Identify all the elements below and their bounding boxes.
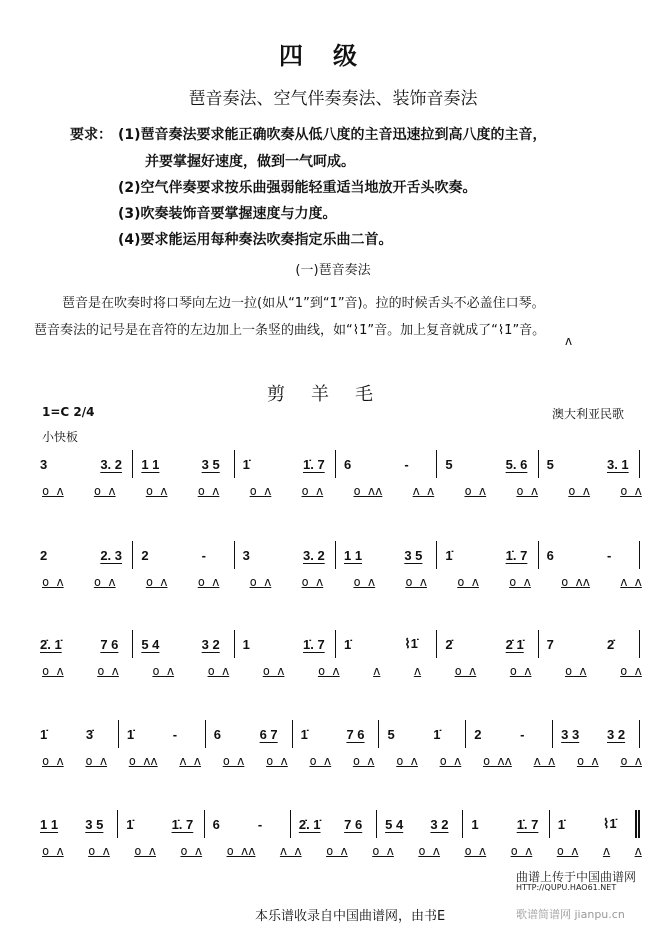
note-beat: 3 5: [201, 456, 220, 472]
articulation-mark: o ʌ: [576, 754, 599, 768]
articulation-mark: o ʌ: [42, 664, 64, 678]
note-beat: -: [404, 456, 409, 472]
articulation-mark: o ʌ: [180, 844, 203, 858]
note-beat: 3: [40, 456, 48, 472]
articulation-mark: o ʌ: [222, 754, 245, 768]
measure: [206, 720, 293, 748]
articulation-mark: o ʌ: [509, 575, 531, 589]
note-beat: 2. 3: [100, 547, 123, 563]
requirement-3: (3)吹奏装饰音要掌握速度与力度。: [118, 206, 337, 222]
articulation-mark: o ʌ: [353, 575, 376, 589]
note-beat: -: [201, 547, 206, 563]
articulation-mark: o ʌʌ: [353, 484, 383, 498]
articulation-mark: o ʌ: [509, 664, 532, 678]
articulation-mark: o ʌ: [262, 664, 285, 678]
watermark-jianpu: 歌谱简谱网 jianpu.cn: [516, 908, 625, 921]
note-beat: 1 1: [343, 547, 363, 563]
articulation-mark: o ʌ: [42, 484, 64, 498]
articulation-mark: o ʌ: [309, 754, 332, 768]
articulation-mark: o ʌʌ: [561, 575, 590, 589]
note-beat: 2̇: [445, 636, 453, 652]
measure: [336, 541, 437, 569]
note-beat: 3. 2: [100, 456, 123, 472]
note-beat: -: [257, 816, 263, 832]
articulation-mark: ʌ ʌ: [412, 484, 435, 498]
note-beat: 5 4: [141, 636, 160, 652]
articulation-mark: o ʌ: [564, 664, 587, 678]
paragraph-line-1: 琶音是在吹奏时将口琴向左边一拉(如从“1”到“1̇”音)。拉的时候舌头不必盖住口琴。: [62, 296, 545, 311]
articulation-mark: o ʌ: [464, 844, 487, 858]
measure: [377, 810, 463, 838]
note-beat: 1: [471, 816, 479, 832]
measure: [235, 450, 336, 478]
articulation-mark: o ʌ: [396, 754, 418, 768]
note-beat: 3. 1: [606, 456, 629, 472]
note-beat: 3 3: [561, 726, 580, 742]
note-beat: 3 2: [607, 726, 626, 742]
requirement-2: (2)空气伴奏要求按乐曲强弱能轻重适当地放开舌头吹奏。: [118, 180, 477, 196]
measure: [553, 720, 640, 748]
measure: [119, 720, 206, 748]
section-heading: (一)琶音奏法: [295, 263, 371, 278]
articulation-mark: o ʌ: [620, 754, 642, 768]
note-beat: 1 1: [141, 456, 160, 472]
articulation-mark: o ʌ: [568, 484, 590, 498]
note-beat: 3 5: [85, 816, 104, 832]
key-signature: 1=C 2/4: [42, 405, 95, 419]
measure: [379, 720, 466, 748]
note-beat: 6: [213, 726, 221, 742]
note-beat: 2: [141, 547, 149, 563]
articulation-mark: ʌ ʌ: [279, 844, 302, 858]
subtitle: 琶音奏法、空气伴奏奏法、装饰音奏法: [188, 89, 478, 109]
staff-row: [40, 630, 640, 658]
articulation-mark: o ʌ: [207, 664, 230, 678]
note-beat: 6: [343, 456, 352, 472]
articulation-row: [42, 754, 642, 768]
articulation-mark: ʌ ʌ: [620, 575, 642, 589]
source-note: 本乐谱收录自中国曲谱网，由书E: [255, 909, 446, 924]
accent-mark: ʌ: [565, 334, 573, 348]
measure: [539, 450, 640, 478]
note-beat: -: [520, 726, 525, 742]
articulation-mark: o ʌ: [42, 754, 64, 768]
articulation-mark: o ʌ: [439, 754, 462, 768]
articulation-mark: o ʌ: [405, 575, 428, 589]
note-beat: 7 6: [100, 636, 119, 652]
composer: 澳大利亚民歌: [551, 407, 624, 421]
articulation-mark: o ʌ: [85, 754, 108, 768]
articulation-mark: o ʌ: [88, 844, 110, 858]
note-beat: 2: [474, 726, 482, 742]
measure: [550, 810, 640, 838]
articulation-mark: o ʌ: [93, 484, 116, 498]
articulation-mark: o ʌ: [326, 844, 348, 858]
note-beat: 1̇: [433, 726, 441, 742]
note-beat: 7 6: [346, 726, 365, 742]
measure: [40, 450, 133, 478]
measure: [133, 450, 234, 478]
articulation-mark: o ʌ: [145, 484, 168, 498]
note-beat: 3: [242, 547, 250, 563]
note-beat: 2̇: [606, 636, 615, 652]
measure: [235, 541, 336, 569]
staff-row: [40, 810, 640, 838]
note-beat: 5 4: [385, 816, 404, 832]
measure: [205, 810, 291, 838]
articulation-mark: o ʌ: [620, 484, 642, 498]
requirements-label: 要求：: [70, 127, 112, 143]
staff-row: [40, 720, 640, 748]
articulation-mark: o ʌ: [145, 575, 168, 589]
measure: [235, 630, 336, 658]
note-beat: ⌇1̇: [404, 636, 418, 651]
note-beat: -: [606, 547, 612, 563]
articulation-mark: ʌ: [413, 664, 422, 678]
watermark-qupu: 曲谱上传于中国曲谱网: [516, 870, 637, 884]
note-beat: 3̇: [85, 726, 94, 742]
note-beat: 6 7: [259, 726, 278, 742]
articulation-mark: o ʌ: [620, 664, 642, 678]
articulation-mark: o ʌʌ: [226, 844, 256, 858]
note-beat: 3. 2: [302, 547, 325, 563]
note-beat: 1̇. 7: [302, 456, 325, 472]
articulation-row: [42, 484, 642, 498]
note-beat: 2̇ 1̇: [505, 636, 524, 652]
note-beat: 7: [546, 636, 554, 652]
measure: [40, 541, 133, 569]
measure: [437, 541, 538, 569]
articulation-mark: o ʌ: [97, 664, 119, 678]
note-beat: 1̇: [126, 726, 135, 742]
measure: [291, 810, 377, 838]
articulation-mark: o ʌ: [152, 664, 175, 678]
measure: [437, 450, 538, 478]
articulation-mark: o ʌ: [249, 575, 272, 589]
watermark-qupu-url: HTTP://QUPU.HAO61.NET: [516, 883, 617, 892]
level-title: 四级: [279, 42, 387, 70]
note-beat: 1̇: [445, 547, 453, 563]
articulation-mark: o ʌ: [418, 844, 441, 858]
note-beat: 5: [387, 726, 395, 742]
note-beat: 1̇: [242, 456, 250, 472]
articulation-mark: o ʌ: [516, 484, 539, 498]
note-beat: 1̇. 7: [505, 547, 528, 563]
measure: [539, 541, 640, 569]
articulation-mark: o ʌ: [42, 575, 64, 589]
note-beat: 1̇. 7: [302, 636, 325, 652]
articulation-mark: o ʌ: [457, 575, 479, 589]
articulation-mark: o ʌ: [42, 844, 64, 858]
note-beat: 5. 6: [505, 456, 528, 472]
note-beat: 5: [546, 456, 554, 472]
articulation-mark: o ʌ: [197, 575, 220, 589]
tempo-marking: 小快板: [42, 430, 79, 444]
articulation-mark: o ʌ: [301, 575, 324, 589]
measure: [336, 630, 437, 658]
note-beat: 3 5: [404, 547, 423, 563]
paragraph-line-2: 琶音奏法的记号是在音符的左边加上一条竖的曲线，如“⌇1̇”音。加上复音就成了“⌇1̇”音。: [34, 323, 546, 338]
note-beat: 1̇: [300, 726, 308, 742]
articulation-mark: ʌ: [373, 664, 381, 678]
requirement-1-cont: 并要掌握好速度，做到一气呵成。: [145, 154, 355, 170]
note-beat: 1̇: [343, 636, 352, 652]
articulation-mark: o ʌ: [317, 664, 340, 678]
articulation-mark: o ʌ: [301, 484, 324, 498]
measure: [466, 720, 553, 748]
articulation-mark: o ʌ: [93, 575, 116, 589]
note-beat: 3 2: [201, 636, 220, 652]
articulation-row: [42, 575, 642, 589]
staff-row: [40, 541, 640, 569]
measure: [133, 630, 234, 658]
articulation-mark: ʌ ʌ: [533, 754, 556, 768]
note-beat: 1̇: [557, 816, 565, 832]
articulation-mark: ʌ: [634, 844, 642, 858]
note-beat: 1̇. 7: [171, 816, 194, 832]
measure: [336, 450, 437, 478]
measure: [40, 810, 118, 838]
note-beat: 1̇: [126, 816, 134, 832]
requirement-1: (1)琶音奏法要求能正确吹奏从低八度的主音迅速拉到高八度的主音，: [118, 127, 547, 143]
song-title: 剪羊毛: [267, 384, 399, 405]
measure: [40, 720, 119, 748]
note-beat: ⌇1̇: [602, 816, 617, 831]
note-beat: 2: [40, 547, 48, 563]
measure: [463, 810, 549, 838]
measure: [133, 541, 234, 569]
articulation-mark: o ʌ: [556, 844, 579, 858]
measure: [539, 630, 640, 658]
articulation-mark: ʌ: [602, 844, 611, 858]
articulation-mark: ʌ ʌ: [179, 754, 202, 768]
articulation-mark: o ʌ: [454, 664, 477, 678]
articulation-mark: o ʌ: [352, 754, 375, 768]
articulation-mark: o ʌʌ: [482, 754, 512, 768]
articulation-mark: o ʌ: [249, 484, 272, 498]
articulation-mark: o ʌ: [372, 844, 394, 858]
requirement-4: (4)要求能运用每种奏法吹奏指定乐曲二首。: [118, 232, 393, 248]
measure: [40, 630, 133, 658]
note-beat: 6: [546, 547, 554, 563]
note-beat: 1 1: [40, 816, 59, 832]
note-beat: 3 2: [430, 816, 449, 832]
articulation-mark: o ʌ: [266, 754, 288, 768]
measure: [293, 720, 380, 748]
note-beat: 6: [212, 816, 220, 832]
note-beat: -: [172, 726, 178, 742]
note-beat: 1: [242, 636, 250, 652]
note-beat: 5: [445, 456, 453, 472]
articulation-row: [42, 664, 642, 678]
articulation-row: [42, 844, 642, 858]
articulation-mark: o ʌ: [197, 484, 220, 498]
measure: [118, 810, 204, 838]
measure: [437, 630, 538, 658]
note-beat: 2̇. 1̇: [40, 636, 62, 652]
note-beat: 1̇. 7: [516, 816, 539, 832]
articulation-mark: o ʌ: [134, 844, 156, 858]
articulation-mark: o ʌ: [464, 484, 487, 498]
note-beat: 2̇. 1̇: [298, 816, 321, 832]
staff-row: [40, 450, 640, 478]
articulation-mark: o ʌʌ: [128, 754, 158, 768]
articulation-mark: o ʌ: [510, 844, 533, 858]
note-beat: 1̇: [40, 726, 48, 742]
note-beat: 7 6: [344, 816, 363, 832]
